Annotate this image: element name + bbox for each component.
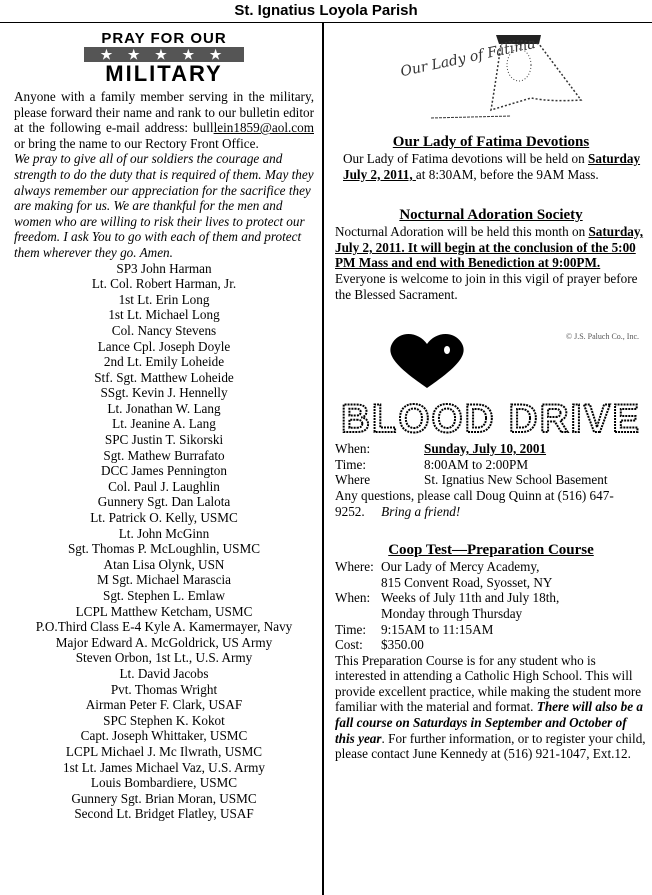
label: Time:	[335, 456, 367, 472]
service-member-name: Col. Nancy Stevens	[111, 322, 217, 338]
military-intro	[14, 89, 314, 151]
service-member-name: SP3 John Harman	[116, 260, 212, 276]
fatima-text	[335, 151, 647, 182]
blood-where	[335, 472, 647, 488]
service-member-name: LCPL Matthew Ketcham, USMC	[75, 603, 253, 619]
label: Cost:	[335, 637, 363, 653]
service-member-name: SPC Justin T. Sikorski	[104, 432, 224, 448]
copyright: © J.S. Paluch Co., Inc.	[566, 332, 639, 342]
line: Monday through Thursday	[381, 605, 523, 621]
text: Everyone is welcome to join in this vigil of prayer before the Blessed Sacrament.	[335, 270, 638, 302]
blood-contact	[335, 488, 647, 519]
military-section	[14, 30, 314, 822]
service-member-name: Lt. David Jacobs	[119, 665, 209, 681]
service-member-name: Lt. Col. Robert Harman, Jr.	[91, 276, 237, 292]
coop-text	[335, 653, 647, 762]
text: This Preparation Course is for any student who is interested in attending a Catholic High School. This will provide excellent practice, while making the student more familiar with the material and format.	[335, 652, 642, 715]
service-member-name: M Sgt. Michael Marascia	[96, 572, 232, 588]
service-member-name: Second Lt. Bridget Flatley, USAF	[74, 806, 254, 822]
coop-when	[335, 590, 647, 621]
service-member-name: Lance Cpl. Joseph Doyle	[97, 338, 231, 354]
label: Where	[335, 472, 371, 488]
service-member-name: 1st Lt. Erin Long	[118, 291, 210, 307]
label: When:	[335, 441, 371, 457]
label: Time:	[335, 621, 367, 637]
text: Bring a friend!	[381, 503, 461, 519]
blood-when	[335, 441, 647, 457]
service-member-name: SSgt. Kevin J. Hennelly	[100, 385, 228, 401]
service-member-name: Airman Peter F. Clark, USAF	[85, 697, 243, 713]
text: . For further information, or to register your child, please contact June Kennedy at (516) 921-1047, Ext.12.	[335, 730, 646, 762]
value: 9:15AM to 11:15AM	[381, 621, 494, 637]
coop-where	[335, 559, 647, 590]
service-member-name: Lt. Jonathan W. Lang	[107, 400, 221, 416]
service-member-name: Lt. Patrick O. Kelly, USMC	[90, 510, 238, 526]
fatima-title: Our Lady of Fatima Devotions	[392, 134, 590, 150]
nocturnal-title: Nocturnal Adoration Society	[399, 207, 583, 224]
value: 8:00AM to 2:00PM	[424, 456, 529, 472]
intro-text: Anyone with a family member serving in the military, please forward their name and rank to our bulletin editor at the following e-mail address: bull	[14, 89, 314, 136]
service-member-name: 2nd Lt. Emily Loheide	[103, 354, 225, 370]
line: 815 Convent Road, Syosset, NY	[381, 574, 553, 590]
service-member-name: Lt. Jeanine A. Lang	[112, 416, 216, 432]
service-member-name: LCPL Michael J. Mc Ilwrath, USMC	[65, 743, 263, 759]
service-member-name: Gunnery Sgt. Brian Moran, USMC	[71, 790, 257, 806]
column-divider	[322, 23, 324, 895]
value: Sunday, July 10, 2001	[424, 441, 547, 457]
names-list	[14, 261, 314, 822]
coop-time	[335, 622, 647, 638]
service-member-name: Stf. Sgt. Matthew Loheide	[94, 369, 234, 385]
line: Our Lady of Mercy Academy,	[381, 559, 540, 575]
service-member-name: 1st Lt. James Michael Vaz, U.S. Army	[63, 759, 265, 775]
service-member-name: P.O.Third Class E-4 Kyle A. Kamermayer, Navy	[35, 619, 293, 635]
value: St. Ignatius New School Basement	[424, 472, 608, 488]
page-title: St. Ignatius Loyola Parish	[0, 0, 652, 23]
service-member-name: Pvt. Thomas Wright	[110, 681, 218, 697]
blood-time	[335, 457, 647, 473]
line: Weeks of July 11th and July 18th,	[381, 590, 560, 606]
svg-text:BLOOD DRIVE: BLOOD DRIVE	[341, 397, 641, 442]
service-member-name: Col. Paul J. Laughlin	[108, 478, 220, 494]
value: $350.00	[381, 637, 424, 653]
text: Any questions, please call Doug Quinn at (516) 647-9252.	[335, 487, 614, 519]
pray-for-military-logo	[84, 30, 244, 86]
service-member-name: Atan Lisa Olynk, USN	[103, 556, 225, 572]
service-member-name: Capt. Joseph Whittaker, USMC	[80, 728, 248, 744]
coop-cost	[335, 637, 647, 653]
label: When:	[335, 590, 371, 606]
label: Where:	[335, 559, 374, 575]
service-member-name: Steven Orbon, 1st Lt., U.S. Army	[75, 650, 253, 666]
service-member-name: Lt. John McGinn	[118, 525, 210, 541]
fatima-date: Saturday July 2, 2011,	[343, 151, 641, 182]
nocturnal-date: Saturday, July 2, 2011. It will begin at the conclusion of the 5:00 PM Mass and end with Benediction at 9:00PM.	[335, 224, 644, 271]
heart-icon	[335, 326, 647, 441]
text: There will also be a fall course on Saturdays in September and October of this year	[335, 699, 644, 746]
intro-text: or bring the name to our Rectory Front Office.	[14, 135, 259, 151]
military-prayer: We pray to give all of our soldiers the courage and strength to do the duty that is required of them. May they always remember our appreciation for the sacrifice they are making for us. We are thankful for the men and women who are willing to risk their lives to protect our freedom. I ask You to go with each of them and protect them wherever they go. Amen.	[14, 151, 314, 260]
value	[381, 559, 552, 590]
logo-line: MILITARY	[105, 61, 223, 86]
email-link[interactable]: lein1859@aol.com	[213, 120, 314, 136]
service-member-name: Louis Bombardiere, USMC	[90, 775, 238, 791]
coop-title: Coop Test—Preparation Course	[388, 542, 594, 559]
text: Our Lady of Fatima devotions will be held on	[343, 151, 589, 166]
service-member-name: DCC James Pennington	[100, 463, 227, 479]
logo-line: PRAY FOR OUR	[101, 30, 227, 47]
stars-icon: ★ ★ ★ ★ ★	[84, 47, 244, 62]
service-member-name: 1st Lt. Michael Long	[108, 307, 220, 323]
value	[381, 590, 559, 621]
service-member-name: Sgt. Thomas P. McLoughlin, USMC	[67, 541, 261, 557]
text: at 8:30AM, before the 9AM Mass.	[415, 166, 599, 182]
service-member-name: Sgt. Mathew Burrafato	[103, 447, 225, 463]
text: Nocturnal Adoration will be held this month on	[335, 224, 589, 240]
service-member-name: Major Edward A. McGoldrick, US Army	[55, 634, 273, 650]
service-member-name: SPC Stephen K. Kokot	[103, 712, 225, 728]
nocturnal-text	[335, 224, 647, 302]
svg-text:Our Lady of Fatima: Our Lady of Fatima	[399, 35, 537, 81]
service-member-name: Sgt. Stephen L. Emlaw	[103, 588, 225, 603]
our-lady-of-fatima-image	[391, 30, 591, 125]
service-member-name: Gunnery Sgt. Dan Lalota	[97, 494, 231, 510]
blood-drive-image	[335, 326, 647, 441]
